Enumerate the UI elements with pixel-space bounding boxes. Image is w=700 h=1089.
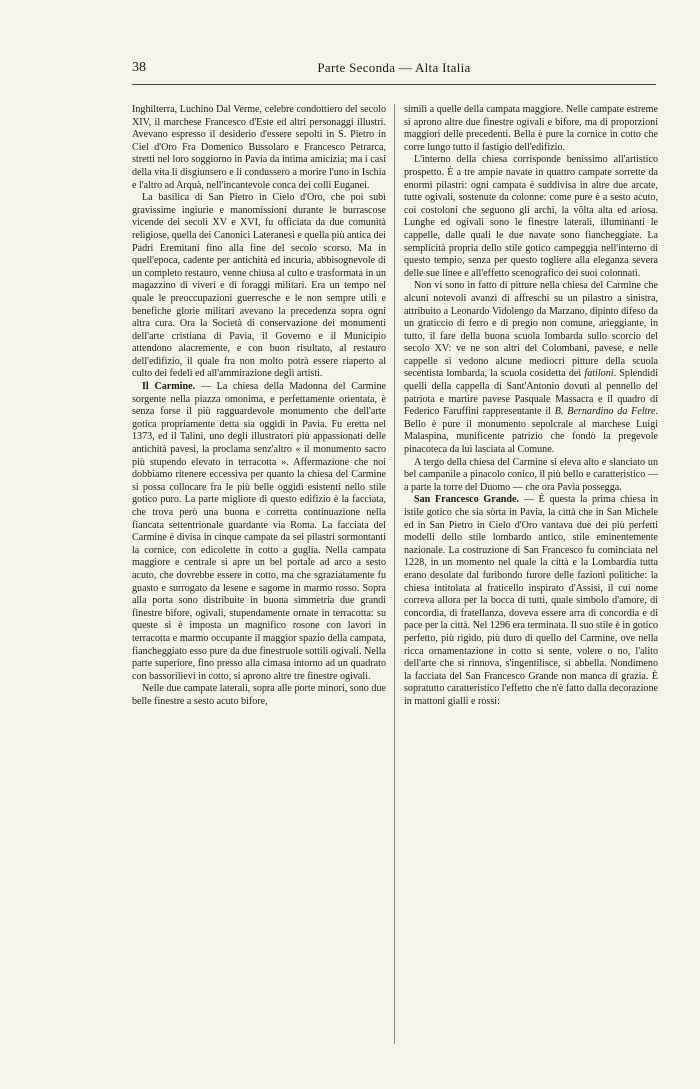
section-heading-san-francesco: San Francesco Grande. [414, 494, 520, 506]
page-header [132, 60, 656, 80]
italic-term: fatiloni [584, 368, 614, 380]
paragraph-text: . Bello è pure il monumento sepolcrale al marchese Luigi Malaspina, munificente patrizio che fondò la pregevole pinacoteca da lui lasciata al Comune. [404, 406, 659, 456]
paragraph-text: — È questa la prima chiesa in istile gotico che sia sòrta in Pavia, la città che in San Michele ed in San Pietro in Cielo d'Oro vantava due dei più perfetti modelli dello stile lombardo antico, stile eminentemente nazionale. La costruzione di San Francesco fu cominciata nel 1228, in un momento nel quale la città e la Lombardia tutta erano desolate dal furibondo furore delle fazioni politiche: la chiesa intitolata al fraticello inspirato d'Assisi, il cui nome correva allora per la bocca di tutti, quale simbolo d'amore, di concordia, di fratellanza, doveva essere arra di concordia e di pace per la città. Nel 1296 era terminata. Il suo stile è in gotico perfetto, più rigido, più duro di quello del Carmine, ove nella ricca ornamentazione in cotto si sente, volere o no, l'alito dell'arte che si rinnova, s'ingentilisce, si abbella. Nondimeno la facciata del San Francesco Grande non manca di grazia. È sopratutto caratteristico l'effetto che n'è fatto dalla decorazione in mattoni gialli e rossi: [404, 494, 659, 707]
paragraph-text: — La chiesa della Madonna del Carmine sorgente nella piazza omonima, e perfettamente orientata, è senza forse il più ragguardevole monumento che dell'arte gotica propriamente detta sia oggidì in Pavia. Fu eretta nel 1373, ed il Talini, uno degli illustratori più appassionati delle antichità pavesi, la proclama senz'altro « il monumento sacro più stupendo elevato in terracotta ». Affermazione che noi dobbiamo ritenere eccessiva per quanto la chiesa del Carmine si possa collocare fra le più belle oggidì esistenti nello stile gotico puro. La parte migliore di questo edifizio è la facciata, che trova però una buona e corretta continuazione nella fiancata settentrionale guardante via Roma. La facciata del Carmine è divisa in cinque campate da sei pilastri sormontanti la cornice, con edicolette in cotto a guglia. Nella campata maggiore e centrale si apre un bel portale ad arco a sesto acuto, che dovrebbe essere in cotto, ma che sgraziatamente fu guasto e surrogato da lesene e sagome in marmo rosso. Sopra alla porta sono distribuite in buona simmetria due grandi finestre bifore, ogivali, stupendamente ornate in terracotta: su queste si è imposta un magnifico rosone con lavori in terracotta e marmo occupante il maggior spazio della campata, fiancheggiato esso pure da due finestruole sottili ogivali. Nella parte superiore, fino presso alla cimasa intorno ad un quadrato con bassorilievi in cotto, si aprono altre tre finestre ogivali. [132, 381, 386, 682]
column-gutter [394, 104, 395, 1044]
header-rule [132, 84, 656, 85]
paragraph-text: . Splendidi quelli della cappella di Sant'Antonio dovuti al pennello del patriota e martire pavese Pasquale Massacra e il quadro di Federico Faruffini rappresentante il [404, 368, 659, 418]
paragraph: simili a quelle della campata maggiore. Nelle campate estreme si aprono altre due finestre ogivali e bifore, ma di proporzioni maggiori delle precedenti. Bella è pure la cornice in cotto che corre lungo tutto il fastigio dell'edifizio. [404, 104, 658, 153]
italic-title: B. Bernardino da Feltre [554, 406, 656, 418]
page-number: 38 [132, 60, 146, 75]
paragraph: La basilica di San Pietro in Cielo d'Oro, che poi subì gravissime ingiurie e manomissioni durante le burrascose vicende dei secoli XV e XVI, fu officiata da due comunità religiose, quella dei Canonici Lateranesi e quella più antica dei Padri Eremitani fino alla fine del secolo scorso. Ma in quell'epoca, cadente per antichità ed incuria, abbisognevole di un completo restauro, venne chiusa al culto e trasformata in un magazzino di viveri e di foraggi militari. Era un tempo nel quale le preoccupazioni guerresche e le non sempre utili e benefiche glorie militari avevano la precedenza sopra ogni altra cura. Ora la Società di conservazione dei monumenti dell'arte cristiana di Pavia, il Governo e il Municipio attendono alacremente, e con buon risultato, al restauro dell'edifizio, il quale fra non molto potrà essere riaperto al culto dei fedeli ed all'ammirazione degli artisti. [132, 192, 386, 380]
section-heading-carmine: Il Carmine. [142, 381, 196, 393]
paragraph-carmine [132, 381, 386, 683]
paragraph: Inghilterra, Luchino Dal Verme, celebre condottiero del secolo XIV, il marchese Francesco d'Este ed altri personaggi illustri. Avevano espresso il desiderio d'essere sepolti in S. Pietro in Ciel d'Oro Fra Domenico Bussolaro e Francesco Petrarca, stretti nel loro soggiorno in Pavia da intima amicizia; ma i casi della vita li disgiunsero e li condussero a morire l'uno in Ischia e l'altro ad Arquà, nell'incantevole conca dei colli Euganei. [132, 104, 386, 191]
paragraph-san-francesco [404, 494, 658, 708]
left-column [132, 104, 386, 709]
paragraph-pitture [404, 280, 658, 456]
paragraph: A tergo della chiesa del Carmine si eleva alto e slanciato un bel campanile a pinacolo conico, il più bello e caratteristico — a parte la torre del Duomo — che ora Pavia possegga. [404, 456, 658, 493]
paragraph: Nelle due campate laterali, sopra alle porte minori, sono due belle finestre a sesto acuto bifore, [132, 683, 386, 707]
paragraph-text: Non vi sono in fatto di pitture nella chiesa del Carmine che alcuni notevoli avanzi di affreschi su un pilastro a sinistra, attribuito a Leonardo Vidolengo da Marzano, dipinto difeso da un graticcio di ferro e di pregio non comune, arieggiante, in tutto, il fare della buona scuola lombarda sullo scorcio del secolo XV: ve ne son altri del Colombani, pavese, e nelle cappelle si vedono alcune mediocri pitture della scuola secentista lombarda, la scuola cosidetta dei [404, 280, 658, 380]
paragraph: L'interno della chiesa corrisponde benissimo all'artistico prospetto. È a tre ampie navate in quattro campate sorrette da enormi pilastri: ogni campata è suddivisa in altre due arcate, tutte ogivali, sostenute da colonne: come pure è a sesto acuto, coi costoloni che seguono gli archi, la vôlta alta ed ariosa. Lunghe ed ogivali sono le finestre laterali, illuminanti le cappelle, dalle quali le due navate sono fiancheggiate. La semplicità propria dello stile gotico campeggia nell'interno di questo tempio, senza per questo togliere alla eleganza severa delle sue linee e all'effetto scenografico dei suoi colonnati. [404, 154, 658, 279]
right-column [404, 104, 658, 709]
running-head: Parte Seconda — Alta Italia [317, 60, 471, 75]
